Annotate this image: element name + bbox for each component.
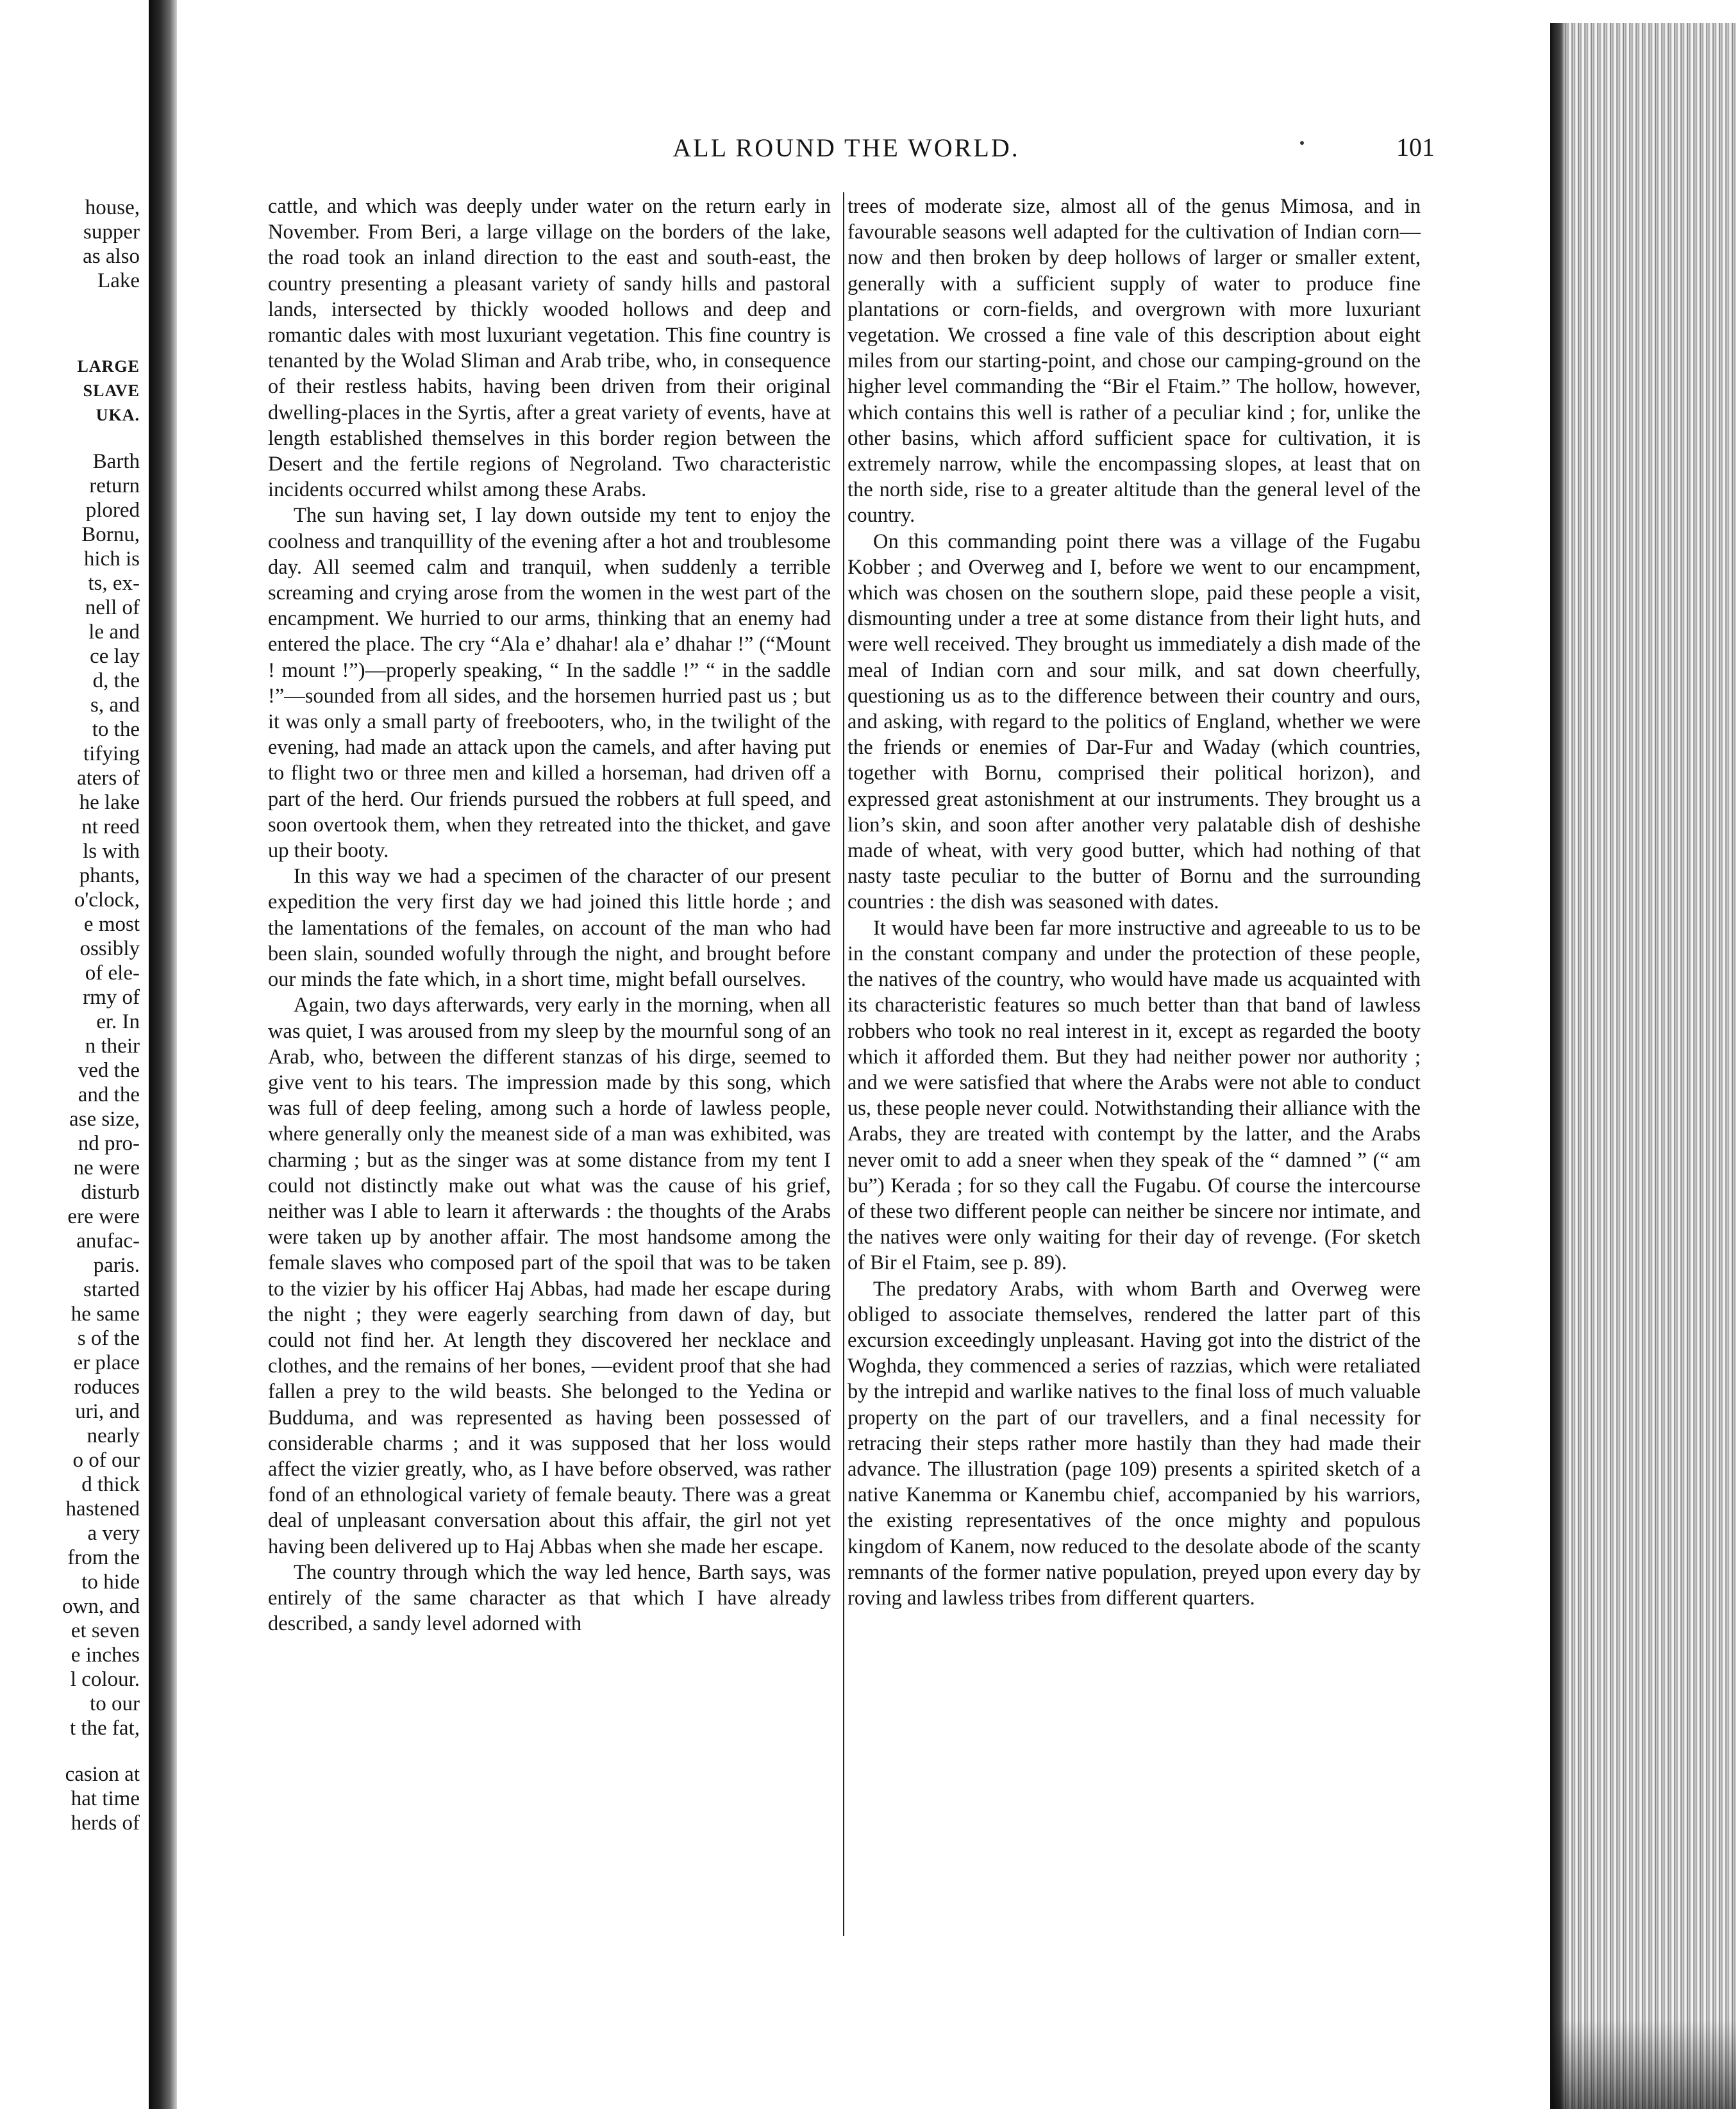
fragment-line: as also [83, 245, 140, 268]
fragment-gap [0, 428, 149, 449]
fragment-line: le and [88, 621, 140, 644]
fragment-line: hat time [71, 1787, 140, 1810]
fragment-line: e most [83, 913, 140, 936]
fragment-line: o'clock, [74, 888, 140, 912]
fragment-line: ls with [83, 840, 140, 863]
paragraph: Again, two days afterwards, very early in the morning, when all was quiet, I was aroused from my sleep by the mournful song of an Arab, who, between the different stanzas of his dirge, seemed to give vent to his tears. The impression made by this song, which was full of deep feeling, among such a horde of lawless people, where generally only the meanest side of a man was exhibited, was charming ; but as the singer was at some distance from my tent I could not distinctly make out what was the cause of his grief, neither was I able to learn it afterwards : the thoughts of the Arabs were taken up by another affair. The most handsome among the female slaves who composed part of the spoil that was to be taken to the vizier by his officer Haj Abbas, had made her escape during the night ; they were eagerly searching from dawn of day, but could not find her. At length they discovered her necklace and clothes, and the remains of her bones, —evident proof that she had fallen a prey to the wild beasts. She belonged to the Yedina or Budduma, and was represented as having been possessed of considerable charms ; and it was supposed that her loss would affect the vizier greatly, who, as I have before observed, was rather fond of an ethnological variety of female beauty. There was a great deal of unpleasant conversation about this affair, the girl not yet having been delivered up to Haj Abbas when she made her escape. [268, 994, 831, 1558]
fragment-line: s of the [77, 1327, 140, 1350]
page-number: 101 [1396, 133, 1435, 162]
fragment-body [0, 449, 149, 1740]
fragment-line: nearly [87, 1424, 140, 1447]
fragment-line: to our [90, 1692, 140, 1715]
fragment-line: to hide [81, 1571, 140, 1594]
fragment-line: return [89, 474, 140, 497]
fragment-line: house, [85, 196, 140, 219]
fragment-line: a very [87, 1522, 140, 1545]
fragment-line: e inches [71, 1644, 140, 1667]
fragment-line: disturb [81, 1181, 140, 1204]
page-edge-shadow [1550, 23, 1567, 2109]
fragment-line: er place [73, 1351, 140, 1374]
fragment-line: Barth [92, 450, 140, 473]
page-edge-bottom-shadow [1551, 2019, 1736, 2109]
fragment-line: plored [85, 499, 140, 522]
paragraph: In this way we had a specimen of the character of our present expedition the very first day we had joined this little horde ; and the lamentations of the females, on account of the man who had been slain, sounded wofully through the night, and brought before our minds the fate which, in a short time, might befall ourselves. [268, 865, 831, 992]
fragment-line: and the [78, 1083, 140, 1106]
text-column-left [268, 194, 831, 1637]
fragment-line: t the fat, [69, 1717, 140, 1740]
fragment-line: ossibly [79, 937, 140, 960]
fragment-line: to the [92, 718, 140, 741]
fragment-line: supper [83, 221, 140, 244]
fragment-line: ce lay [90, 645, 140, 668]
column-rule [843, 192, 844, 1936]
fragment-line: nd pro- [78, 1132, 140, 1155]
fragment-line: s, and [90, 694, 140, 717]
fragment-line: ne were [73, 1156, 140, 1180]
fragment-line: aters of [76, 767, 140, 790]
facing-page-fragment [0, 196, 149, 1835]
fragment-line: ts, ex- [88, 572, 140, 595]
fragment-line: o of our [72, 1449, 140, 1472]
running-head: ALL ROUND THE WORLD. [672, 133, 1020, 162]
fragment-line: nt reed [81, 815, 140, 838]
fragment-caption-line: UKA. [96, 406, 140, 424]
fragment-line: he lake [79, 791, 140, 814]
fragment-line: hastened [65, 1497, 140, 1521]
fragment-line: uri, and [75, 1400, 140, 1423]
paragraph: The country through which the way led hence, Barth says, was entirely of the same character as that which I have already described, a sandy level adorned with [268, 1560, 831, 1636]
fragment-line: of ele- [85, 962, 140, 985]
fragment-line: paris. [93, 1254, 140, 1277]
fragment-line: phants, [79, 864, 140, 887]
fragment-line: started [83, 1278, 140, 1301]
fragment-line: casion at [65, 1763, 140, 1786]
fragment-line: own, and [62, 1595, 140, 1618]
fragment-line: he same [71, 1303, 140, 1326]
paragraph: The predatory Arabs, with whom Barth and Overweg were obliged to associate themselves, rendered the latter part of this excursion exceedingly unpleasant. Having got into the district of the Woghda, they commenced a series of razzias, which were retaliated by the intrepid and warlike natives to the final loss of much valuable property on the part of our travellers, and a final necessity for retracing their steps rather more hastily than they had made their advance. The illustration (page 109) presents a spirited sketch of a native Kanemma or Kanembu chief, accompanied by his warriors, the existing representatives of the once mighty and populous kingdom of Kanem, now reduced to the desolate abode of the scanty remnants of the former native population, preyed upon every day by roving and lawless tribes from different quarters. [847, 1277, 1421, 1610]
fragment-line: anufac- [76, 1230, 140, 1253]
running-head-dot [1300, 141, 1304, 145]
paragraph: On this commanding point there was a village of the Fugabu Kobber ; and Overweg and I, before we went to our encampment, which was chosen on the southern slope, paid these people a visit, dismounting under a tree at some distance from their light huts, and were well received. They brought us immediately a dish made of the meal of Indian corn and sour milk, and sat down cheerfully, questioning us as to the difference between their country and ours, and asking, with regard to the politics of England, whether we were the friends or enemies of Dar-Fur and Waday (which countries, together with Bornu, comprised their political horizon), and expressed great astonishment at our instruments. They brought us a lion’s skin, and soon after another very palatable dish of deshishe made of wheat, with very good butter, which had nothing of that nasty taste peculiar to the butter of Bornu and the surrounding countries : the dish was seasoned with dates. [847, 529, 1421, 914]
fragment-line: from the [67, 1546, 140, 1569]
fragment-line: hich is [83, 547, 140, 571]
fragment-line: roduces [74, 1376, 140, 1399]
fragment-line: et seven [71, 1619, 140, 1642]
fragment-line: ase size, [69, 1108, 140, 1131]
paragraph: trees of moderate size, almost all of the genus Mimosa, and in favourable seasons well adapted for the cultivation of Indian corn—now and then broken by deep hollows of larger or smaller extent, generally with a sufficient supply of water to produce fine plantations or corn-fields, and overgrown with more luxuriant vegetation. We crossed a fine vale of this description about eight miles from our starting-point, and chose our camping-ground on the higher level commanding the “Bir el Ftaim.” The hollow, however, which contains this well is rather of a peculiar kind ; for, unlike the other basins, which afford sufficient space for cultivation, it is extremely narrow, while the encompassing slopes, at least that on the north side, rise to a greater altitude than the general level of the country. [847, 195, 1421, 528]
fragment-line: d thick [81, 1473, 140, 1496]
fragment-line: er. In [96, 1010, 140, 1033]
fragment-line: herds of [71, 1812, 140, 1835]
fragment-line: d, the [92, 669, 140, 692]
fragment-line: n their [85, 1035, 140, 1058]
paragraph: cattle, and which was deeply under water on the return early in November. From Beri, a large village on the borders of the lake, the road took an inland direction to the east and south-east, the country presenting a pleasant variety of sandy hills and pastoral lands, intersected by thickly wooded hollows and deep and romantic dales with most luxuriant vegetation. This fine country is tenanted by the Wolad Sliman and Arab tribe, who, in consequence of their restless habits, having been driven from their original dwelling-places in the Syrtis, after a great variety of events, have at length established themselves in this border region between the Desert and the fertile regions of Negroland. Two characteristic incidents occurred whilst among these Arabs. [268, 195, 831, 502]
text-column-right [847, 194, 1421, 1611]
fragment-line: rmy of [83, 986, 140, 1009]
paragraph: It would have been far more instructive and agreeable to us to be in the constant company and under the protection of these people, the natives of the country, who would have made us acquainted with its characteristic features so much better than that band of lawless robbers who took no real interest in it, except as regarded the booty which it afforded them. But they had neither power nor authority ; and we were satisfied that where the Arabs were not able to conduct us, these people never could. Notwithstanding their alliance with the Arabs, they are treated with contempt by the latter, and the Arabs never omit to add a sneer when they speak of the “ damned ” (“ am bu”) Kerada ; for so they call the Fugabu. Of course the intercourse of these two different people can neither be sincere nor intimate, and the natives were only waiting for their day of revenge. (For sketch of Bir el Ftaim, see p. 89). [847, 916, 1421, 1275]
page-stack-edge [1550, 23, 1736, 2109]
fragment-line: nell of [85, 596, 140, 619]
fragment-line: tifying [83, 742, 140, 765]
fragment-caption-line: SLAVE [83, 381, 140, 400]
paragraph: The sun having set, I lay down outside my tent to enjoy the coolness and tranquillity of the evening after a hot and troublesome day. All seemed calm and tranquil, when suddenly a terrible screaming and crying arose from the women in the west part of the encampment. We hurried to our arms, thinking that an enemy had entered the place. The cry “Ala e’ dhahar! ala e’ dhahar !” (“Mount ! mount !”)—properly speaking, “ In the saddle !” “ in the saddle !”—sounded from all sides, and the horsemen hurried past us ; but it was only a small party of freebooters, who, in the twilight of the evening, had made an attack upon the camels, and after having put to flight two or three men and killed a horseman, had driven off a part of the herd. Our friends pursued the robbers at full speed, and soon overtook them, when they retreated into the thicket, and gave up their booty. [268, 504, 831, 863]
fragment-gap [0, 1740, 149, 1762]
fragment-line: Bornu, [81, 523, 140, 546]
fragment-line: ved the [78, 1059, 140, 1082]
fragment-line: ere were [67, 1205, 140, 1228]
fragment-caption-line: LARGE [77, 357, 140, 376]
book-gutter-shadow [149, 0, 177, 2109]
fragment-end [0, 1762, 149, 1835]
fragment-gap [0, 293, 149, 354]
fragment-line: l colour. [70, 1668, 140, 1691]
fragment-line: Lake [97, 269, 140, 292]
